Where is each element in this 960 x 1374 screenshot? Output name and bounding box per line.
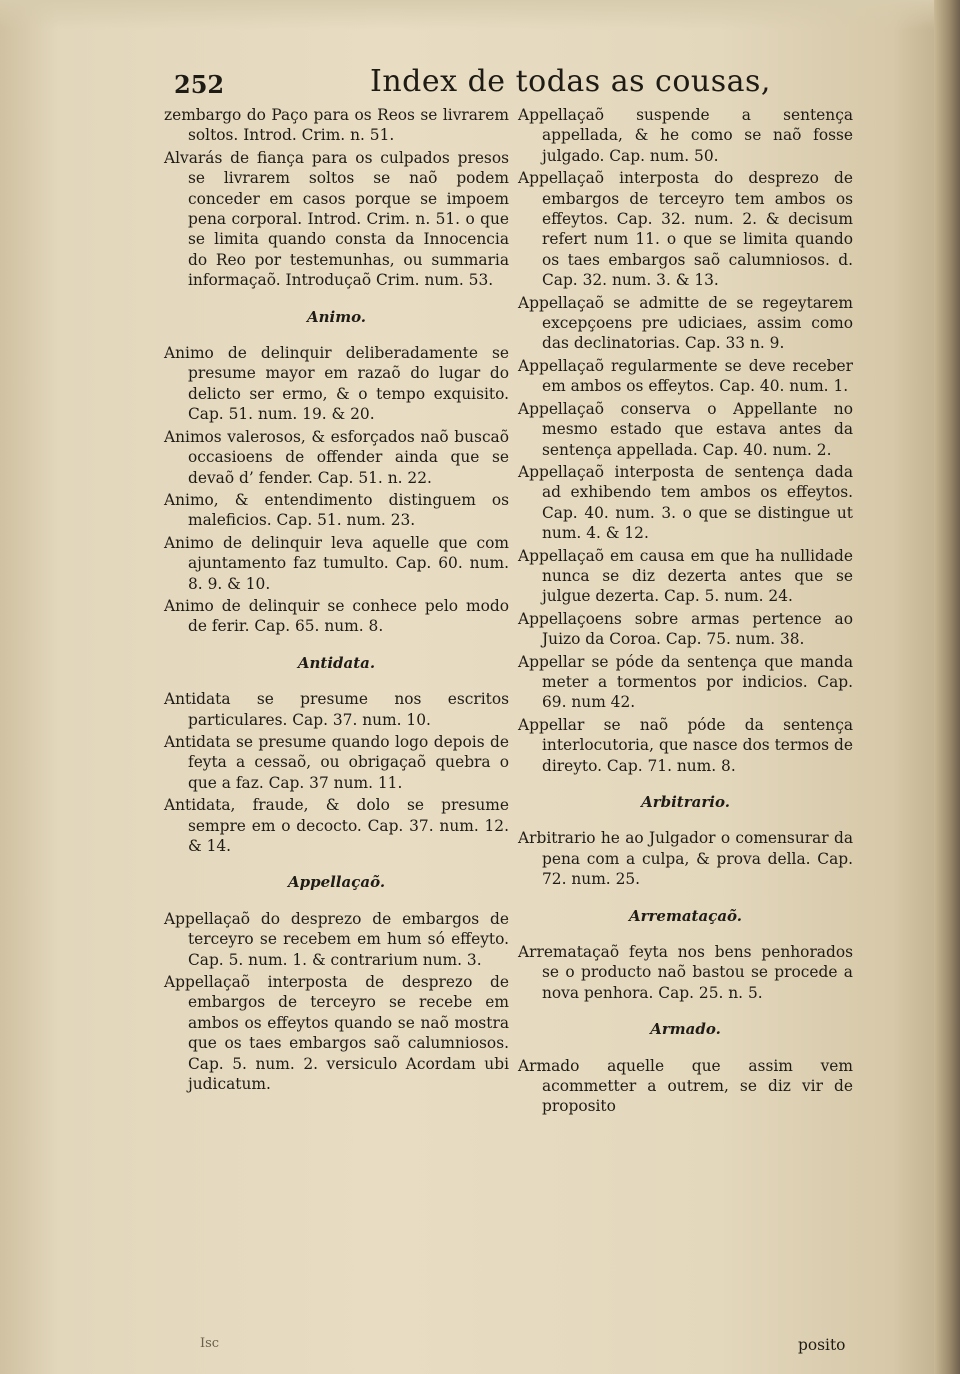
index-entry: Appellar se naõ póde da sentença interlocutoria, que nasce dos termos de direyto. Cap. 71. num. 8. [518,715,853,775]
index-entry: Appellaçaõ conserva o Appellante no mesmo estado que estava antes da sentença appellada. Cap. 40. num. 2. [518,399,853,459]
index-entry: Appellaçaõ interposta do desprezo de embargos de terceyro tem ambos os effeytos. Cap. 32. num. 2. & decisum refert num 11. o que se limita quando os taes embargos saõ calumniosos. d. Cap. 32. num. 3. & 13. [518,169,853,290]
index-heading: Armado. [650,1020,721,1039]
index-entry: Arremataçaõ feyta nos bens penhorados se o producto naõ bastou se procede a nova penhora. Cap. 25. n. 5. [518,943,853,1002]
index-entry: Appellaçaõ interposta de sentença dada ad exhibendo tem ambos os effeytos. Cap. 40. num. 3. o que se distingue ut num. 4. & 12. [518,462,853,543]
index-entry: Appellaçoens sobre armas pertence ao Juizo da Coroa. Cap. 75. num. 38. [518,609,853,649]
index-entry: Appellaçaõ interposta de desprezo de embargos de terceyro se recebe em ambos os effeytos quando se naõ mostra que os taes embargos saõ calumniosos. Cap. 5. num. 2. versiculo Acordam ubi judicatum. [164,973,509,1094]
left-column [164,105,509,1096]
index-entry: Animo de delinquir leva aquelle que com ajuntamento faz tumulto. Cap. 60. num. 8. 9. & 10. [164,533,509,593]
index-heading: Appellaçaõ. [287,873,386,892]
index-entry: Antidata, fraude, & dolo se presume sempre em o decocto. Cap. 37. num. 12. & 14. [164,796,509,855]
index-entry: Appellaçaõ se admitte de se regeytarem excepçoens pre udiciaes, assim como das declinatorias. Cap. 33 n. 9. [518,293,853,353]
page-number: 252 [174,70,225,99]
index-entry: Armado aquelle que assim vem acommetter a outrem, se diz vir de proposito [518,1056,853,1116]
running-title: Index de todas as cousas, [370,64,771,99]
index-heading: Arbitrario. [641,793,730,811]
page-binding-edge [934,0,960,1374]
catchword: posito [798,1336,846,1354]
index-entry: Appellaçaõ suspende a sentença appellada, & he como se naõ fosse julgado. Cap. num. 50. [518,106,853,165]
index-entry: Appellaçaõ regularmente se deve receber em ambos os effeytos. Cap. 40. num. 1. [518,356,853,396]
index-entry: Animo de delinquir deliberadamente se presume mayor em razaõ do lugar do delicto ser ermo, & o tempo exquisito. Cap. 51. num. 19. & 20. [164,344,509,424]
index-heading: Animo. [306,307,367,326]
page-top-shadow [0,0,960,30]
signature-mark: Isc [200,1336,220,1351]
right-column [518,105,853,1119]
index-entry: Antidata se presume nos escritos particulares. Cap. 37. num. 10. [164,690,509,729]
index-entry: Animos valerosos, & esforçados naõ buscaõ occasioens de offender ainda que se devaõ d’ fender. Cap. 51. n. 22. [164,427,509,487]
index-heading: Antidata. [297,653,376,672]
page-header [174,60,774,104]
index-entry: Animo de delinquir se conhece pelo modo de ferir. Cap. 65. num. 8. [164,596,509,636]
index-entry: Appellaçaõ em causa em que ha nullidade nunca se diz dezerta antes que se julgue dezerta. Cap. 5. num. 24. [518,546,853,606]
index-entry: zembargo do Paço para os Reos se livrarem soltos. Introd. Crim. n. 51. [164,106,509,145]
index-entry: Appellar se póde da sentença que manda meter a tormentos por indicios. Cap. 69. num 42. [518,652,853,712]
index-entry: Arbitrario he ao Julgador o comensurar da pena com a culpa, & prova della. Cap. 72. num. 25. [518,829,853,889]
index-entry: Appellaçaõ do desprezo de embargos de terceyro se recebem em hum só effeyto. Cap. 5. num. 1. & contrarium num. 3. [164,909,509,969]
index-entry: Animo, & entendimento distinguem os maleficios. Cap. 51. num. 23. [164,490,509,530]
index-entry: Antidata se presume quando logo depois de feyta a cessaõ, ou obrigaçaõ quebra o que a faz. Cap. 37 num. 11. [164,732,509,792]
index-entry: Alvarás de fiança para os culpados presos se livrarem soltos se naõ podem conceder em casos porque se impoem pena corporal. Introd. Crim. n. 51. o que se limita quando consta da Innocencia do Reo por testemunhas, ou summaria informaçaõ. Introduçaõ Crim. num. 53. [164,148,509,290]
index-heading: Arremataçaõ. [628,906,743,925]
